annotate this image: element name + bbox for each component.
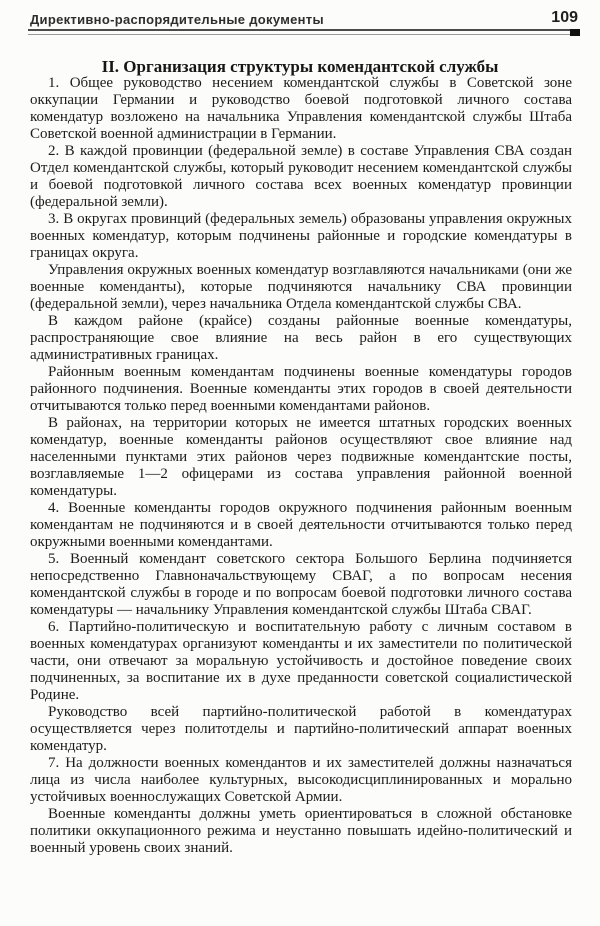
paragraph: В каждом районе (крайсе) созданы районные военные комендатуры, распространяющие свое влияние на весь район в его существующих административных границах.: [30, 313, 572, 363]
header-rule-sub-line: [28, 34, 578, 35]
paragraph: 3. В округах провинций (федеральных земель) образованы управления окружных военных комендатур, которым подчинены районные и городские комендатуры в границах округа.: [30, 211, 572, 261]
paragraph: 6. Партийно-политическую и воспитательную работу с личным составом в военных комендатурах организуют коменданты и их заместители по политической части, они отвечают за моральную устойчивость и достойное поведение своих подчиненных, за воспитание их в духе преданности советской социалистической Родине.: [30, 619, 572, 703]
page-number: 109: [551, 9, 578, 26]
paragraph: Районным военным комендантам подчинены военные комендатуры городов районного подчинения. Военные коменданты этих городов в своей деятельности отчитываются только перед военными комендантами районов.: [30, 364, 572, 414]
paragraph: Управления окружных военных комендатур возглавляются начальниками (они же военные коменданты), которые подчиняются начальнику СВА провинции (федеральной земли), через начальника Отдела комендантской службы СВА.: [30, 262, 572, 312]
paragraph: Военные коменданты должны уметь ориентироваться в сложной обстановке политики оккупационного режима и неустанно повышать идейно-политический и военный уровень своих знаний.: [30, 806, 572, 856]
running-header: [30, 9, 578, 27]
header-rule: [28, 29, 578, 36]
header-rule-main-line: [28, 29, 578, 31]
paragraph: 7. На должности военных комендантов и их заместителей должны назначаться лица из числа наиболее культурных, высокодисциплинированных и морально устойчивых военнослужащих Советской Армии.: [30, 755, 572, 805]
paragraph: 1. Общее руководство несением комендантской службы в Советской зоне оккупации Германии и руководство боевой подготовкой личного состава комендатур возложено на начальника Управления комендантской службы Штаба Советской военной администрации в Германии.: [30, 75, 572, 142]
paragraph: В районах, на территории которых не имеется штатных городских военных комендатур, военные коменданты районов осуществляют свое влияние над населенными пунктами этих районов через подвижные комендантские посты, возглавляемые 1—2 офицерами из состава управления районной военной комендатуры.: [30, 415, 572, 499]
running-header-title: Директивно-распорядительные документы: [30, 12, 324, 27]
paragraph: 5. Военный комендант советского сектора Большого Берлина подчиняется непосредственно Главноначальствующему СВАГ, а по вопросам несения комендантской службы в городе и по вопросам боевой подготовки личного состава комендатуры — начальнику Управления комендантской службы Штаба СВАГ.: [30, 551, 572, 618]
header-rule-endcap: [570, 29, 580, 36]
section-title: II. Организация структуры комендантской службы: [101, 57, 499, 77]
paragraph: 2. В каждой провинции (федеральной земле) в составе Управления СВА создан Отдел комендантской службы, который руководит несением комендантской службы и боевой подготовкой личного состава всех военных комендатур провинции (федеральной земли).: [30, 143, 572, 210]
paragraph: Руководство всей партийно-политической работой в комендатурах осуществляется через политотделы и партийно-политический аппарат военных комендатур.: [30, 704, 572, 754]
document-body: [30, 75, 572, 857]
paragraph: 4. Военные коменданты городов окружного подчинения районным военным комендантам не подчиняются и в своей деятельности отчитываются только перед окружными военными комендантами.: [30, 500, 572, 550]
